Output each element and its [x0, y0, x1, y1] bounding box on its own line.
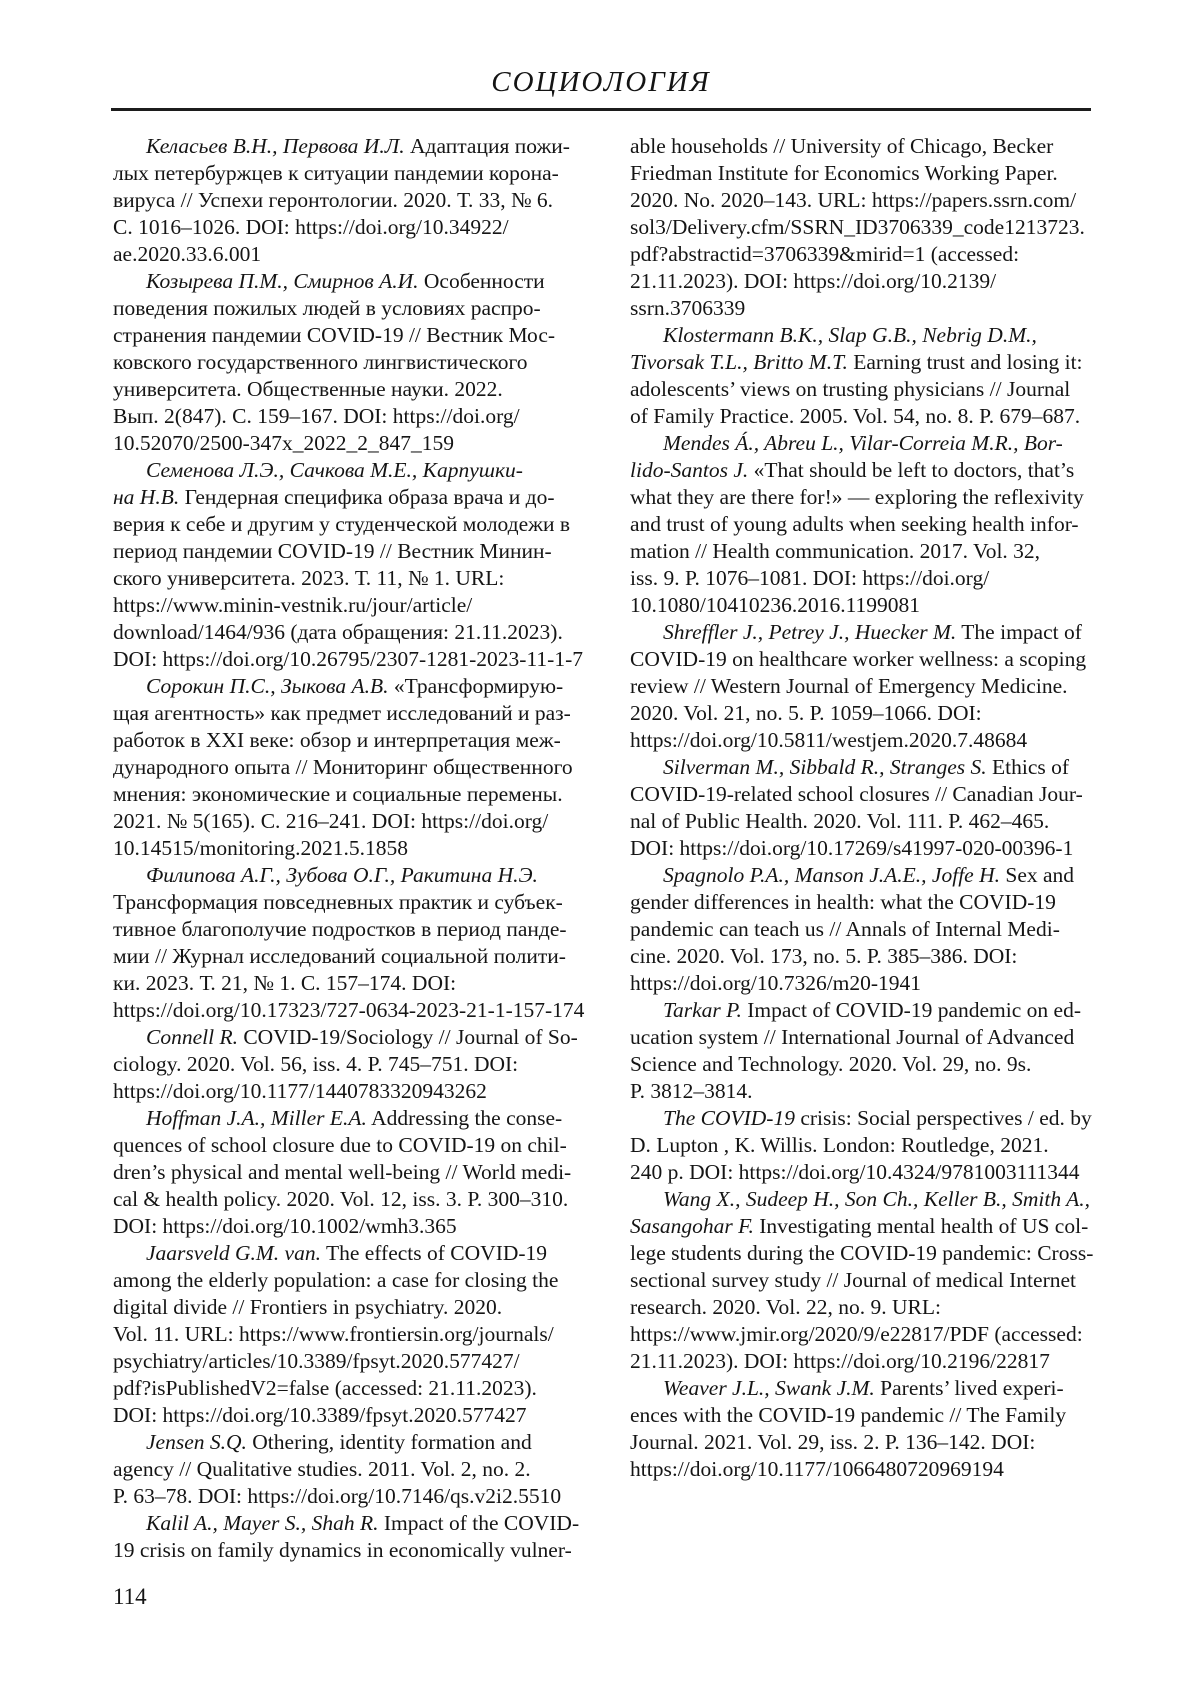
reference-line [113, 997, 585, 1024]
reference-text: research. 2020. Vol. 22, no. 9. URL: [630, 1295, 941, 1319]
reference-entry [630, 862, 1092, 997]
reference-entry [630, 1105, 1092, 1186]
reference-line [113, 1024, 578, 1051]
reference-authors: Silverman M., Sibbald R., Stranges S. [663, 755, 987, 779]
reference-line [113, 1267, 575, 1294]
reference-text: gender differences in health: what the COVID-19 [630, 890, 1056, 914]
reference-line [113, 943, 575, 970]
reference-text: Вып. 2(847). С. 159–167. DOI: https://doi.org/ [113, 404, 520, 428]
reference-text: DOI: https://doi.org/10.26795/2307-1281-2023-11-1-7 [113, 647, 583, 671]
reference-line [630, 1051, 1092, 1078]
reference-authors: Weaver J.L., Swank J.M. [663, 1376, 875, 1400]
reference-line [113, 1213, 575, 1240]
reference-line [113, 322, 575, 349]
reference-line [113, 349, 575, 376]
reference-text: 10.1080/10410236.2016.1199081 [630, 593, 921, 617]
reference-line [113, 1456, 575, 1483]
reference-line [113, 1321, 575, 1348]
reference-authors: lido-Santos J. [630, 458, 749, 482]
reference-text: lege students during the COVID-19 pandemic: Cross- [630, 1241, 1094, 1265]
reference-text: The effects of COVID-19 [320, 1241, 548, 1265]
reference-line [630, 430, 1092, 457]
reference-text: 10.52070/2500-347x_2022_2_847_159 [113, 431, 455, 455]
reference-text: 2021. № 5(165). С. 216–241. DOI: https://doi.org/ [113, 809, 549, 833]
reference-line [113, 484, 575, 511]
reference-text: вируса // Успехи геронтологии. 2020. Т. 33, № 6. [113, 188, 553, 212]
page-number: 114 [113, 1584, 147, 1609]
reference-entry [113, 1105, 575, 1240]
reference-line [113, 214, 575, 241]
reference-text: Journal. 2021. Vol. 29, iss. 2. P. 136–142. DOI: [630, 1430, 1036, 1454]
reference-text: pdf?isPublishedV2=false (accessed: 21.11.2023). [113, 1376, 537, 1400]
reference-text: лых петербуржцев к ситуации пандемии корона- [113, 161, 559, 185]
reference-line [630, 538, 1092, 565]
reference-text: период пандемии COVID-19 // Вестник Минин- [113, 539, 552, 563]
reference-entry [113, 673, 575, 862]
reference-line [113, 916, 575, 943]
reference-text: https://www.jmir.org/2020/9/e22817/PDF (accessed: [630, 1322, 1083, 1346]
reference-authors: Connell R. [146, 1025, 238, 1049]
reference-entry [113, 1240, 575, 1429]
reference-line [113, 592, 575, 619]
reference-line [630, 1186, 1092, 1213]
reference-entry [113, 268, 575, 457]
reference-text: Investigating mental health of US col- [753, 1214, 1089, 1238]
reference-text: мнения: экономические и социальные перемены. [113, 782, 563, 806]
reference-entry [630, 322, 1092, 430]
reference-line [113, 727, 575, 754]
reference-text: https://doi.org/10.7326/m20-1941 [630, 971, 922, 995]
reference-line [630, 295, 1092, 322]
reference-text: quences of school closure due to COVID-19 on chil- [113, 1133, 567, 1157]
reference-line [630, 916, 1092, 943]
reference-line [630, 781, 1092, 808]
reference-authors: Sasangohar F. [630, 1214, 754, 1238]
reference-line [630, 754, 1092, 781]
reference-text: 21.11.2023). DOI: https://doi.org/10.2196/22817 [630, 1349, 1050, 1373]
reference-line [630, 727, 1092, 754]
reference-line [630, 700, 1092, 727]
reference-text: Адаптация пожи- [404, 134, 570, 158]
reference-line [630, 970, 1092, 997]
reference-line [630, 511, 1092, 538]
reference-line [630, 268, 1092, 295]
reference-text: поведения пожилых людей в условиях распро- [113, 296, 541, 320]
reference-authors: на Н.В. [113, 485, 180, 509]
reference-line [113, 619, 575, 646]
reference-entry [630, 430, 1092, 619]
reference-text: https://www.minin-vestnik.ru/jour/article/ [113, 593, 473, 617]
reference-line [113, 673, 575, 700]
reference-line [113, 1132, 575, 1159]
reference-line [630, 943, 1092, 970]
reference-text: ssrn.3706339 [630, 296, 746, 320]
reference-text: mation // Health communication. 2017. Vol. 32, [630, 539, 1041, 563]
reference-text: Особенности [418, 269, 545, 293]
reference-line [630, 1240, 1092, 1267]
right-column [630, 133, 1092, 1483]
reference-authors: Сорокин П.С., Зыкова А.В. [146, 674, 389, 698]
left-column [113, 133, 585, 1564]
reference-line [113, 1159, 575, 1186]
reference-line [113, 511, 575, 538]
reference-entry [630, 1375, 1092, 1483]
reference-line [630, 1078, 1092, 1105]
reference-line [630, 1321, 1092, 1348]
reference-line [630, 808, 1092, 835]
section-header: СОЦИОЛОГИЯ [491, 66, 711, 98]
reference-text: https://doi.org/10.5811/westjem.2020.7.48684 [630, 728, 1028, 752]
reference-entry [113, 133, 575, 268]
reference-line [113, 1537, 575, 1564]
reference-line [630, 862, 1092, 889]
reference-text: ciology. 2020. Vol. 56, iss. 4. P. 745–751. DOI: [113, 1052, 519, 1076]
reference-text: sol3/Delivery.cfm/SSRN_ID3706339_code1213723. [630, 215, 1085, 239]
reference-text: ences with the COVID-19 pandemic // The Family [630, 1403, 1067, 1427]
reference-text: Addressing the conse- [366, 1106, 563, 1130]
reference-text: Science and Technology. 2020. Vol. 29, no. 9s. [630, 1052, 1032, 1076]
reference-text: Othering, identity formation and [246, 1430, 532, 1454]
reference-authors: Келасьев В.Н., Первова И.Л. [146, 134, 405, 158]
reference-line [630, 835, 1092, 862]
reference-entry [113, 1510, 580, 1564]
reference-text: тивное благополучие подростков в период панде- [113, 917, 567, 941]
reference-authors: Филипова А.Г., Зубова О.Г., Ракитина Н.Э. [146, 863, 538, 887]
reference-text: P. 3812–3814. [630, 1079, 753, 1103]
reference-entry [630, 997, 1092, 1105]
reference-line [630, 133, 1092, 160]
reference-text: 2020. Vol. 21, no. 5. P. 1059–1066. DOI: [630, 701, 982, 725]
reference-line [630, 403, 1092, 430]
reference-entry [113, 457, 583, 673]
reference-text: P. 63–78. DOI: https://doi.org/10.7146/qs.v2i2.5510 [113, 1484, 562, 1508]
reference-text: 240 p. DOI: https://doi.org/10.4324/9781003111344 [630, 1160, 1080, 1184]
reference-text: nal of Public Health. 2020. Vol. 111. P. 462–465. [630, 809, 1050, 833]
reference-line [630, 457, 1092, 484]
reference-entry [630, 1186, 1092, 1375]
reference-line [113, 430, 575, 457]
reference-line [113, 376, 575, 403]
reference-line [113, 1483, 575, 1510]
reference-text: DOI: https://doi.org/10.3389/fpsyt.2020.577427 [113, 1403, 527, 1427]
reference-line [113, 160, 575, 187]
reference-text: https://doi.org/10.1177/1066480720969194 [630, 1457, 1004, 1481]
reference-line [113, 295, 575, 322]
reference-text: Sex and [1000, 863, 1075, 887]
reference-text: 10.14515/monitoring.2021.5.1858 [113, 836, 409, 860]
reference-line [630, 889, 1092, 916]
reference-text: ucation system // International Journal of Advanced [630, 1025, 1075, 1049]
reference-text: COVID-19 on healthcare worker wellness: a scoping [630, 647, 1087, 671]
reference-text: cine. 2020. Vol. 173, no. 5. P. 385–386. DOI: [630, 944, 1018, 968]
reference-line [630, 214, 1092, 241]
reference-line [113, 268, 575, 295]
reference-text: ковского государственного лингвистического [113, 350, 528, 374]
reference-entry [630, 619, 1092, 754]
reference-line [630, 376, 1092, 403]
reference-authors: Tivorsak T.L., Britto M.T. [630, 350, 848, 374]
reference-authors: Семенова Л.Э., Сачкова М.Е., Карпушки- [146, 458, 523, 482]
reference-authors: Jensen S.Q. [146, 1430, 247, 1454]
reference-line [113, 1105, 575, 1132]
reference-text: cal & health policy. 2020. Vol. 12, iss. 3. P. 300–310. [113, 1187, 569, 1211]
reference-authors: Козырева П.М., Смирнов А.И. [146, 269, 419, 293]
reference-text: мии // Журнал исследований социальной полити- [113, 944, 566, 968]
reference-text: DOI: https://doi.org/10.1002/wmh3.365 [113, 1214, 457, 1238]
reference-text: crisis: Social perspectives / ed. by [794, 1106, 1092, 1130]
reference-authors: Kalil A., Mayer S., Shah R. [146, 1511, 379, 1535]
reference-line [630, 673, 1092, 700]
reference-text: 2020. No. 2020–143. URL: https://papers.ssrn.com/ [630, 188, 1077, 212]
reference-text: download/1464/936 (дата обращения: 21.11.2023). [113, 620, 563, 644]
reference-text: Earning trust and losing it: [847, 350, 1083, 374]
reference-text: «That should be left to doctors, that’s [748, 458, 1075, 482]
reference-line [630, 160, 1092, 187]
reference-line [113, 970, 575, 997]
reference-line [113, 1294, 575, 1321]
reference-text: Impact of COVID-19 pandemic on ed- [741, 998, 1081, 1022]
reference-text: able households // University of Chicago, Becker [630, 134, 1054, 158]
reference-line [630, 1105, 1092, 1132]
reference-entry [113, 862, 585, 1024]
reference-line [630, 646, 1092, 673]
reference-line [113, 1429, 575, 1456]
reference-line [630, 322, 1092, 349]
reference-line [113, 565, 575, 592]
reference-authors: Hoffman J.A., Miller E.A. [146, 1106, 367, 1130]
reference-text: review // Western Journal of Emergency Medicine. [630, 674, 1068, 698]
reference-text: Impact of the COVID- [378, 1511, 580, 1535]
reference-line [630, 1159, 1092, 1186]
reference-line [630, 484, 1092, 511]
reference-text: щая агентность» как предмет исследований и раз- [113, 701, 571, 725]
reference-line [630, 619, 1092, 646]
reference-text: of Family Practice. 2005. Vol. 54, no. 8. P. 679–687. [630, 404, 1081, 428]
reference-authors: Tarkar P. [663, 998, 742, 1022]
reference-line [630, 349, 1092, 376]
reference-text: and trust of young adults when seeking health infor- [630, 512, 1079, 536]
reference-text: digital divide // Frontiers in psychiatry. 2020. [113, 1295, 503, 1319]
reference-line [113, 700, 575, 727]
reference-text: pdf?abstractid=3706339&mirid=1 (accessed: [630, 242, 1020, 266]
reference-text: pandemic can teach us // Annals of Internal Medi- [630, 917, 1060, 941]
reference-line [630, 1456, 1092, 1483]
reference-text: Гендерная специфика образа врача и до- [179, 485, 555, 509]
reference-line [630, 1294, 1092, 1321]
reference-entry [113, 1024, 578, 1105]
reference-text: С. 1016–1026. DOI: https://doi.org/10.34922/ [113, 215, 509, 239]
reference-text: iss. 9. P. 1076–1081. DOI: https://doi.org/ [630, 566, 990, 590]
reference-entry [630, 133, 1092, 322]
reference-line [113, 538, 575, 565]
reference-text: https://doi.org/10.17323/727-0634-2023-21-1-157-174 [113, 998, 585, 1022]
reference-line [630, 241, 1092, 268]
reference-line [113, 241, 575, 268]
reference-text: Vol. 11. URL: https://www.frontiersin.org/journals/ [113, 1322, 554, 1346]
reference-line [630, 1348, 1092, 1375]
reference-line [630, 1429, 1092, 1456]
reference-line [113, 1078, 575, 1105]
reference-text: Friedman Institute for Economics Working Paper. [630, 161, 1058, 185]
reference-text: sectional survey study // Journal of medical Internet [630, 1268, 1076, 1292]
reference-text: Parents’ lived experi- [874, 1376, 1064, 1400]
reference-authors: Shreffler J., Petrey J., Huecker M. [663, 620, 957, 644]
reference-line [630, 1024, 1092, 1051]
reference-authors: The COVID-19 [663, 1106, 795, 1130]
reference-text: странения пандемии COVID-19 // Вестник Мос- [113, 323, 556, 347]
reference-entry [630, 754, 1092, 862]
reference-text: D. Lupton , K. Willis. London: Routledge, 2021. [630, 1133, 1049, 1157]
reference-text: Трансформация повседневных практик и субъек- [113, 890, 563, 914]
reference-text: The impact of [956, 620, 1082, 644]
reference-line [113, 187, 575, 214]
reference-line [113, 889, 575, 916]
reference-text: what they are there for!» — exploring the reflexivity [630, 485, 1084, 509]
reference-line [113, 1402, 575, 1429]
reference-line [113, 1240, 575, 1267]
reference-text: among the elderly population: a case for closing the [113, 1268, 559, 1292]
reference-line [113, 1510, 580, 1537]
reference-line [113, 1375, 575, 1402]
reference-text: ae.2020.33.6.001 [113, 242, 262, 266]
reference-authors: Jaarsveld G.M. van. [146, 1241, 321, 1265]
reference-line [630, 1267, 1092, 1294]
reference-text: DOI: https://doi.org/10.17269/s41997-020-00396-1 [630, 836, 1074, 860]
header-rule-divider [111, 108, 1091, 111]
reference-line [113, 133, 575, 160]
reference-text: psychiatry/articles/10.3389/fpsyt.2020.577427/ [113, 1349, 520, 1373]
reference-line [113, 1186, 575, 1213]
reference-text: ки. 2023. Т. 21, № 1. С. 157–174. DOI: [113, 971, 457, 995]
reference-line [630, 1375, 1092, 1402]
reference-line [113, 1348, 575, 1375]
reference-authors: Klostermann B.K., Slap G.B., Nebrig D.M., [663, 323, 1037, 347]
reference-text: COVID-19/Sociology // Journal of So- [237, 1025, 578, 1049]
reference-line [113, 808, 575, 835]
reference-line [630, 187, 1092, 214]
reference-line [630, 1132, 1092, 1159]
reference-line [113, 781, 575, 808]
reference-text: 19 crisis on family dynamics in economically vulner- [113, 1538, 572, 1562]
reference-text: ского университета. 2023. Т. 11, № 1. URL: [113, 566, 505, 590]
reference-line [630, 592, 1092, 619]
reference-text: 21.11.2023). DOI: https://doi.org/10.2139/ [630, 269, 997, 293]
reference-line [630, 997, 1092, 1024]
reference-text: https://doi.org/10.1177/1440783320943262 [113, 1079, 487, 1103]
reference-authors: Wang X., Sudeep H., Son Ch., Keller B., Smith A., [663, 1187, 1090, 1211]
reference-line [113, 457, 575, 484]
reference-line [113, 835, 575, 862]
reference-authors: Mendes Á., Abreu L., Vilar-Correia M.R., Bor- [663, 431, 1063, 455]
reference-text: верия к себе и другим у студенческой молодежи в [113, 512, 571, 536]
reference-text: «Трансформирую- [388, 674, 564, 698]
reference-text: дународного опыта // Мониторинг общественного [113, 755, 573, 779]
reference-line [113, 754, 575, 781]
reference-line [113, 1051, 575, 1078]
reference-text: университета. Общественные науки. 2022. [113, 377, 503, 401]
reference-authors: Spagnolo P.A., Manson J.A.E., Joffe H. [663, 863, 1000, 887]
reference-line [630, 565, 1092, 592]
reference-text: работок в XXI веке: обзор и интерпретация меж- [113, 728, 561, 752]
reference-text: COVID-19-related school closures // Canadian Jour- [630, 782, 1083, 806]
reference-text: Ethics of [986, 755, 1070, 779]
reference-line [113, 646, 583, 673]
reference-text: agency // Qualitative studies. 2011. Vol. 2, no. 2. [113, 1457, 531, 1481]
reference-line [630, 1402, 1092, 1429]
reference-text: adolescents’ views on trusting physicians // Journal [630, 377, 1071, 401]
reference-line [113, 862, 575, 889]
reference-line [113, 403, 575, 430]
reference-line [630, 1213, 1092, 1240]
reference-text: dren’s physical and mental well-being // World medi- [113, 1160, 572, 1184]
reference-entry [113, 1429, 575, 1510]
